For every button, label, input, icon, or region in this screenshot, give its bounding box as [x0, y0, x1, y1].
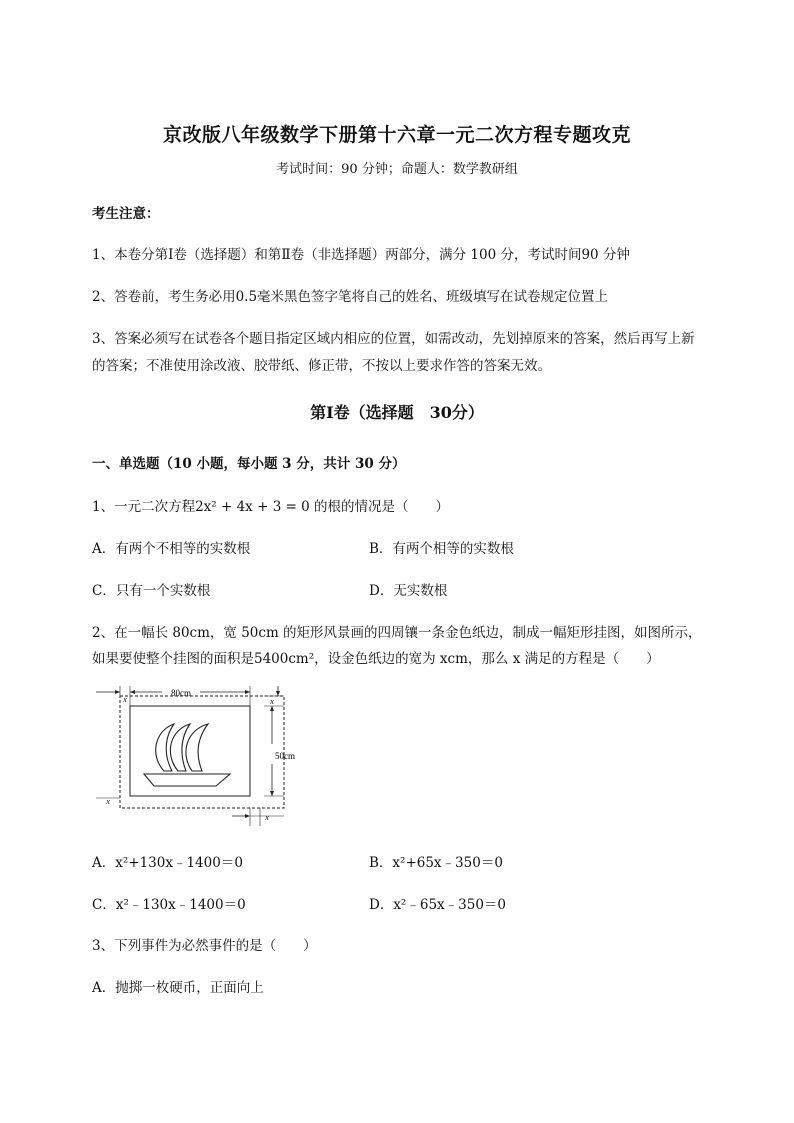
margin-label-bottom-right: x	[265, 813, 269, 822]
inner-painting	[130, 706, 250, 796]
question-2-option-b[interactable]: B．x²+65x﹣350＝0	[369, 855, 503, 871]
frame-figure	[92, 686, 312, 828]
sailboat-illustration	[144, 724, 230, 786]
question-1-option-a[interactable]: A．有两个不相等的实数根	[92, 541, 251, 557]
margin-label-bottom-left: x	[106, 797, 110, 806]
note-item: 1、本卷分第Ⅰ卷（选择题）和第Ⅱ卷（非选择题）两部分，满分 100 分，考试时间90 分钟	[92, 247, 630, 263]
note-item: 3、答案必须写在试卷各个题目指定区域内相应的位置，如需改动，先划掉原来的答案，然后再写上新	[92, 331, 695, 347]
note-item: 的答案；不准使用涂改液、胶带纸、修正带，不按以上要求作答的答案无效。	[92, 358, 551, 374]
question-2-stem-line2: 如果要使整个挂图的面积是5400cm²，设金色纸边的宽为 xcm，那么 x 满足的方程是（ ）	[92, 651, 660, 667]
page-title: 京改版八年级数学下册第十六章一元二次方程专题攻克	[162, 124, 631, 146]
question-2-option-d[interactable]: D．x²﹣65x﹣350＝0	[369, 897, 506, 913]
question-1-option-b[interactable]: B．有两个相等的实数根	[369, 541, 514, 557]
question-1-option-c[interactable]: C．只有一个实数根	[92, 583, 211, 599]
question-1-option-d[interactable]: D．无实数根	[369, 583, 448, 599]
question-2-option-c[interactable]: C．x²﹣130x﹣1400＝0	[92, 897, 246, 913]
question-3-stem: 3、下列事件为必然事件的是（ ）	[92, 938, 317, 954]
note-item: 2、答卷前，考生务必用0.5毫米黑色签字笔将自己的姓名、班级填写在试卷规定位置上	[92, 289, 609, 305]
outer-frame	[120, 696, 284, 808]
margin-label-right: x	[270, 697, 274, 706]
question-2-option-a[interactable]: A．x²+130x﹣1400＝0	[92, 855, 243, 871]
part-heading: 一、单选题（10 小题，每小题 3 分，共计 30 分）	[92, 456, 406, 472]
question-2-stem-line1: 2、在一幅长 80cm，宽 50cm 的矩形风景画的四周镶一条金色纸边，制成一幅矩形挂图，如图所示，	[92, 625, 702, 641]
question-1-stem: 1、一元二次方程2x² + 4x + 3 = 0 的根的情况是（ ）	[92, 499, 450, 515]
question-3-option-a[interactable]: A．抛掷一枚硬币，正面向上	[92, 980, 264, 996]
notes-heading: 考生注意：	[92, 206, 160, 222]
width-label: 80cm	[171, 688, 191, 698]
margin-label-top-left: x	[123, 695, 127, 704]
height-label: 50cm	[275, 751, 295, 761]
page-subtitle: 考试时间：90 分钟；命题人：数学教研组	[276, 162, 518, 177]
section-title: 第Ⅰ卷（选择题 30分）	[310, 403, 484, 422]
